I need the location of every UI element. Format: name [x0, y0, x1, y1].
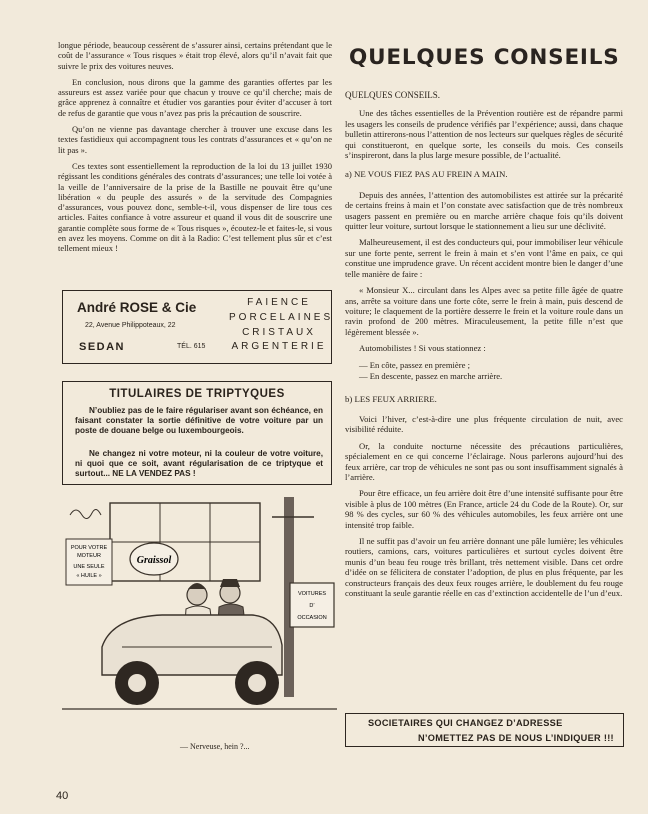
left-column: [58, 40, 332, 260]
list-item: — En descente, passez en marche arrière.: [359, 370, 503, 381]
notice-text: N’oubliez pas de le faire régulariser avant son échéance, en faisant constater la sortie définitive de votre voiture par un poste de douane belge ou luxembourgeois.: [75, 406, 323, 435]
used-cars-sign-line: OCCASION: [297, 615, 327, 621]
paragraph: Malheureusement, il est des conducteurs qui, pour immobiliser leur véhicule sur une forte pente, serrent le frein à main et s’en vont l’âme en paix, ce qui constitue une imprudence grave. Un récent accident montre bien le danger d’une telle manière de faire :: [345, 237, 623, 279]
paragraph: Qu’on ne vienne pas davantage chercher à trouver une excuse dans les textes fastidieux qui accompagnent tous les contrats d’assurances et « qu’on ne lit pas ».: [58, 124, 332, 155]
list-item: — En côte, passez en première ;: [359, 359, 470, 370]
paragraph: Depuis des années, l’attention des automobilistes est attirée sur la précarité de certains freins à main et l’on constate avec satisfaction que de très nombreux usagers passent en première ou en marche arrière chaque fois qu’ils doivent quitter leur voiture, surtout lorsque le stationnement a lieu sur une déclivité.: [345, 189, 623, 232]
article-subtitle: QUELQUES CONSEILS.: [345, 90, 441, 100]
section-heading: a) NE VOUS FIEZ PAS AU FREIN A MAIN.: [345, 169, 508, 180]
notice-line: SOCIETAIRES QUI CHANGEZ D’ADRESSE: [368, 718, 563, 728]
paragraph: « Monsieur X... circulant dans les Alpes avec sa petite fille âgée de quatre ans, arrête sa voiture dans une forte côte, serre le frein à main, puis descend de voiture; le claquement de la portière desserre le frein et la voiture roule dans un ravin profond de 200 mètres. Miraculeusement, la petite fille n’est que légèrement blessée ».: [345, 285, 623, 337]
brand-sign: Graissol: [136, 555, 172, 566]
advice-list: [345, 360, 623, 382]
page-number: 40: [56, 790, 69, 802]
right-column: [345, 40, 623, 604]
window-sign-line: UNE SEULE: [73, 564, 105, 570]
window-sign-line: MOTEUR: [77, 553, 101, 559]
paragraph: Or, la conduite nocturne nécessite des précautions particulières, spécialement en ce qui concerne l’éclairage. Nous parlerons aujourd’hui des feux arrière, car trop de véhicules ne sont pas ou sont insuffisamment signalés à l’arrière.: [345, 440, 623, 482]
paragraph: longue période, beaucoup cessèrent de s’assurer ainsi, certains prétendant que le coût de l’assurance « Tous risques » était trop élevé, alors qu’il n’avait fait que suivre le prix des voitures neuves.: [58, 40, 332, 71]
paragraph: Automobilistes ! Si vous stationnez :: [359, 343, 486, 354]
company-city: SEDAN: [79, 341, 126, 353]
used-cars-sign-line: D’: [309, 603, 315, 609]
window-sign-line: POUR VOTRE: [70, 545, 108, 551]
used-cars-sign-line: VOITURES: [297, 591, 327, 597]
notice-title: TITULAIRES DE TRIPTYQUES: [109, 388, 285, 400]
paragraph: Une des tâches essentielles de la Prévention routière est de répandre parmi les usagers les conseils de prudence vérifiés par l’expérience; aussi, dans chaque bulletin attirerons-nous l’attention de nos lecteurs sur quelques règles de sécurité qui constitueront, en quelque sorte, les conseils du mois. Ces conseils s’inspireront, dans la plus large mesure possible, de l’actualité.: [345, 108, 623, 161]
product-item: PORCELAINES: [229, 311, 334, 323]
product-item: ARGENTERIE: [231, 341, 327, 353]
notice-text: Ne changez ni votre moteur, ni la couleur de votre voiture, ni quoi que ce soit, avant régularisation de ce triptyque et surtout... NE LA VENDEZ PAS !: [75, 449, 323, 478]
address-change-notice: [345, 713, 624, 747]
paragraph: Pour être efficace, un feu arrière doit être d’une intensité suffisante pour être visible à plus de 100 mètres (En France, article 24 du Code de la Route). Or, sur 98 % des cycles, sur 60 % des véhicules automobiles, les feux arrière ont une intensité trop faible.: [345, 488, 623, 530]
section-heading: b) LES FEUX ARRIERE.: [345, 393, 437, 404]
paragraph: Il ne suffit pas d’avoir un feu arrière donnant une pâle lumière; les véhicules routiers, camions, cars, voitures particulières et surtout cycles doivent être munis d’un beau feu rouge très brillant, très nettement visible. Dans cet ordre d’idée on se félicitera de constater l’adoption, de plus en plus fréquente, par les constructeurs français des deux feux rouges arrière, le doublement du feu rouge constituant la seule garantie réelle en cas d’extinction accidentelle de l’un d’eux.: [345, 536, 623, 599]
company-name: André ROSE & Cie: [77, 300, 197, 315]
company-phone: TÉL. 615: [177, 343, 206, 350]
cartoon-caption: — Nerveuse, hein ?...: [180, 742, 250, 751]
product-item: FAIENCE: [247, 297, 311, 308]
product-item: CRISTAUX: [242, 326, 316, 338]
product-list: [229, 296, 334, 355]
advertisement-andre-rose: [62, 290, 332, 364]
paragraph: Voici l’hiver, c’est-à-dire une plus fréquente circulation de nuit, avec visibilité réduite.: [345, 413, 623, 435]
company-address: 22, Avenue Philippoteaux, 22: [85, 322, 176, 329]
window-sign-line: « HUILE »: [76, 573, 102, 579]
article-title: QUELQUES CONSEILS: [349, 45, 620, 70]
paragraph: Ces textes sont essentiellement la reproduction de la loi du 13 juillet 1930 régissant les conditions générales des contrats d’assurances; une telle loi votée à la veille de l’anniversaire de la prise de la Bastille ne pouvait être qu’une libération « du peuple des assurés » de la servitude des Compagnies d’assurances, vous pouvez donc, semble-t-il, vous dispenser de lire tous ces articles. Faites confiance à votre assureur et quand il vous dit de souscrire une garantie complète sous forme de « Tous risques », écoutez-le et faites-le, si vous en avez les moyens. Comme on dit à la Radio: C’est tellement plus sûr et c’est tellement mieux !: [58, 160, 332, 254]
notice-triptyques: [62, 381, 332, 485]
notice-line: N’OMETTEZ PAS DE NOUS L’INDIQUER !!!: [418, 733, 614, 743]
paragraph: En conclusion, nous dirons que la gamme des garanties offertes par les assureurs est assez variée pour que chacun y trouve ce qu’il cherche; mais de grâce apprenez à connaître et étudier vos garanties pour éviter d’accuser à tort de refus de garantie que vous n’avez pas pris la précaution de souscrire.: [58, 76, 332, 118]
cartoon-illustration: [62, 497, 337, 729]
